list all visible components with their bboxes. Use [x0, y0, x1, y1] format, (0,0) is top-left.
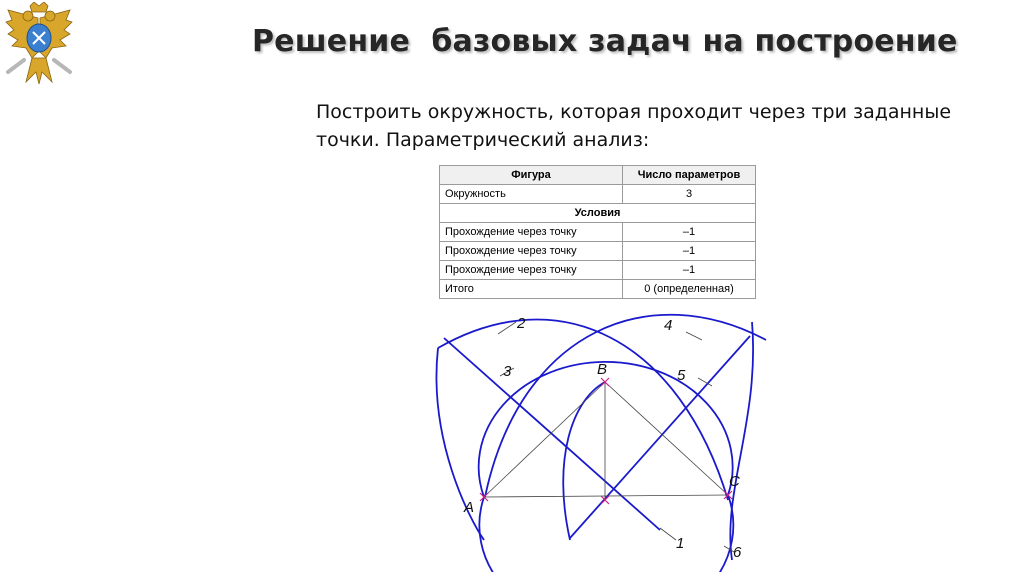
table-cell-label: Прохождение через точку	[440, 223, 623, 242]
task-text	[316, 98, 1006, 154]
table-section-label: Условия	[440, 204, 756, 223]
leader-1	[660, 528, 676, 540]
point-label-c: C	[729, 473, 740, 490]
curve-label-4: 4	[664, 317, 673, 334]
circumcircle	[479, 362, 734, 572]
table-cell-value: 0 (определенная)	[623, 280, 756, 299]
double-headed-eagle-emblem-icon	[2, 2, 76, 88]
table-cell-label: Окружность	[440, 185, 623, 204]
table-cell-value: –1	[623, 261, 756, 280]
point-label-a: A	[464, 499, 475, 516]
curve-label-5: 5	[677, 367, 686, 384]
task-line-1: Построить окружность, которая проходит через три заданные	[316, 101, 952, 123]
curve-label-1: 1	[676, 535, 685, 552]
table-total-row	[440, 280, 756, 299]
table-header-row	[440, 166, 756, 185]
leader-4	[686, 332, 702, 340]
page-title: Решение базовых задач на построение	[252, 24, 958, 59]
emblem-logo	[2, 2, 76, 88]
table-header-params: Число параметров	[623, 166, 756, 185]
curve-label-2: 2	[517, 315, 526, 332]
curve-label-3: 3	[503, 363, 512, 380]
table-header-figure: Фигура	[440, 166, 623, 185]
arc-4	[485, 315, 766, 497]
task-line-2: точки. Параметрический анализ:	[316, 129, 650, 151]
curve-label-6: 6	[733, 544, 742, 561]
table-cell-label: Прохождение через точку	[440, 261, 623, 280]
table-row	[440, 223, 756, 242]
parameter-table	[439, 165, 756, 299]
table-cell-value: –1	[623, 242, 756, 261]
table-row	[440, 242, 756, 261]
table-cell-value: 3	[623, 185, 756, 204]
point-label-b: B	[597, 361, 608, 378]
table-cell-label: Итого	[440, 280, 623, 299]
table-section-row	[440, 204, 756, 223]
table-row	[440, 185, 756, 204]
construction-drawing	[412, 310, 792, 572]
bisector-line-3	[444, 338, 660, 530]
table-cell-value: –1	[623, 223, 756, 242]
arc-6-left	[436, 348, 484, 540]
arc-lower	[563, 382, 605, 540]
table-cell-label: Прохождение через точку	[440, 242, 623, 261]
table-row	[440, 261, 756, 280]
